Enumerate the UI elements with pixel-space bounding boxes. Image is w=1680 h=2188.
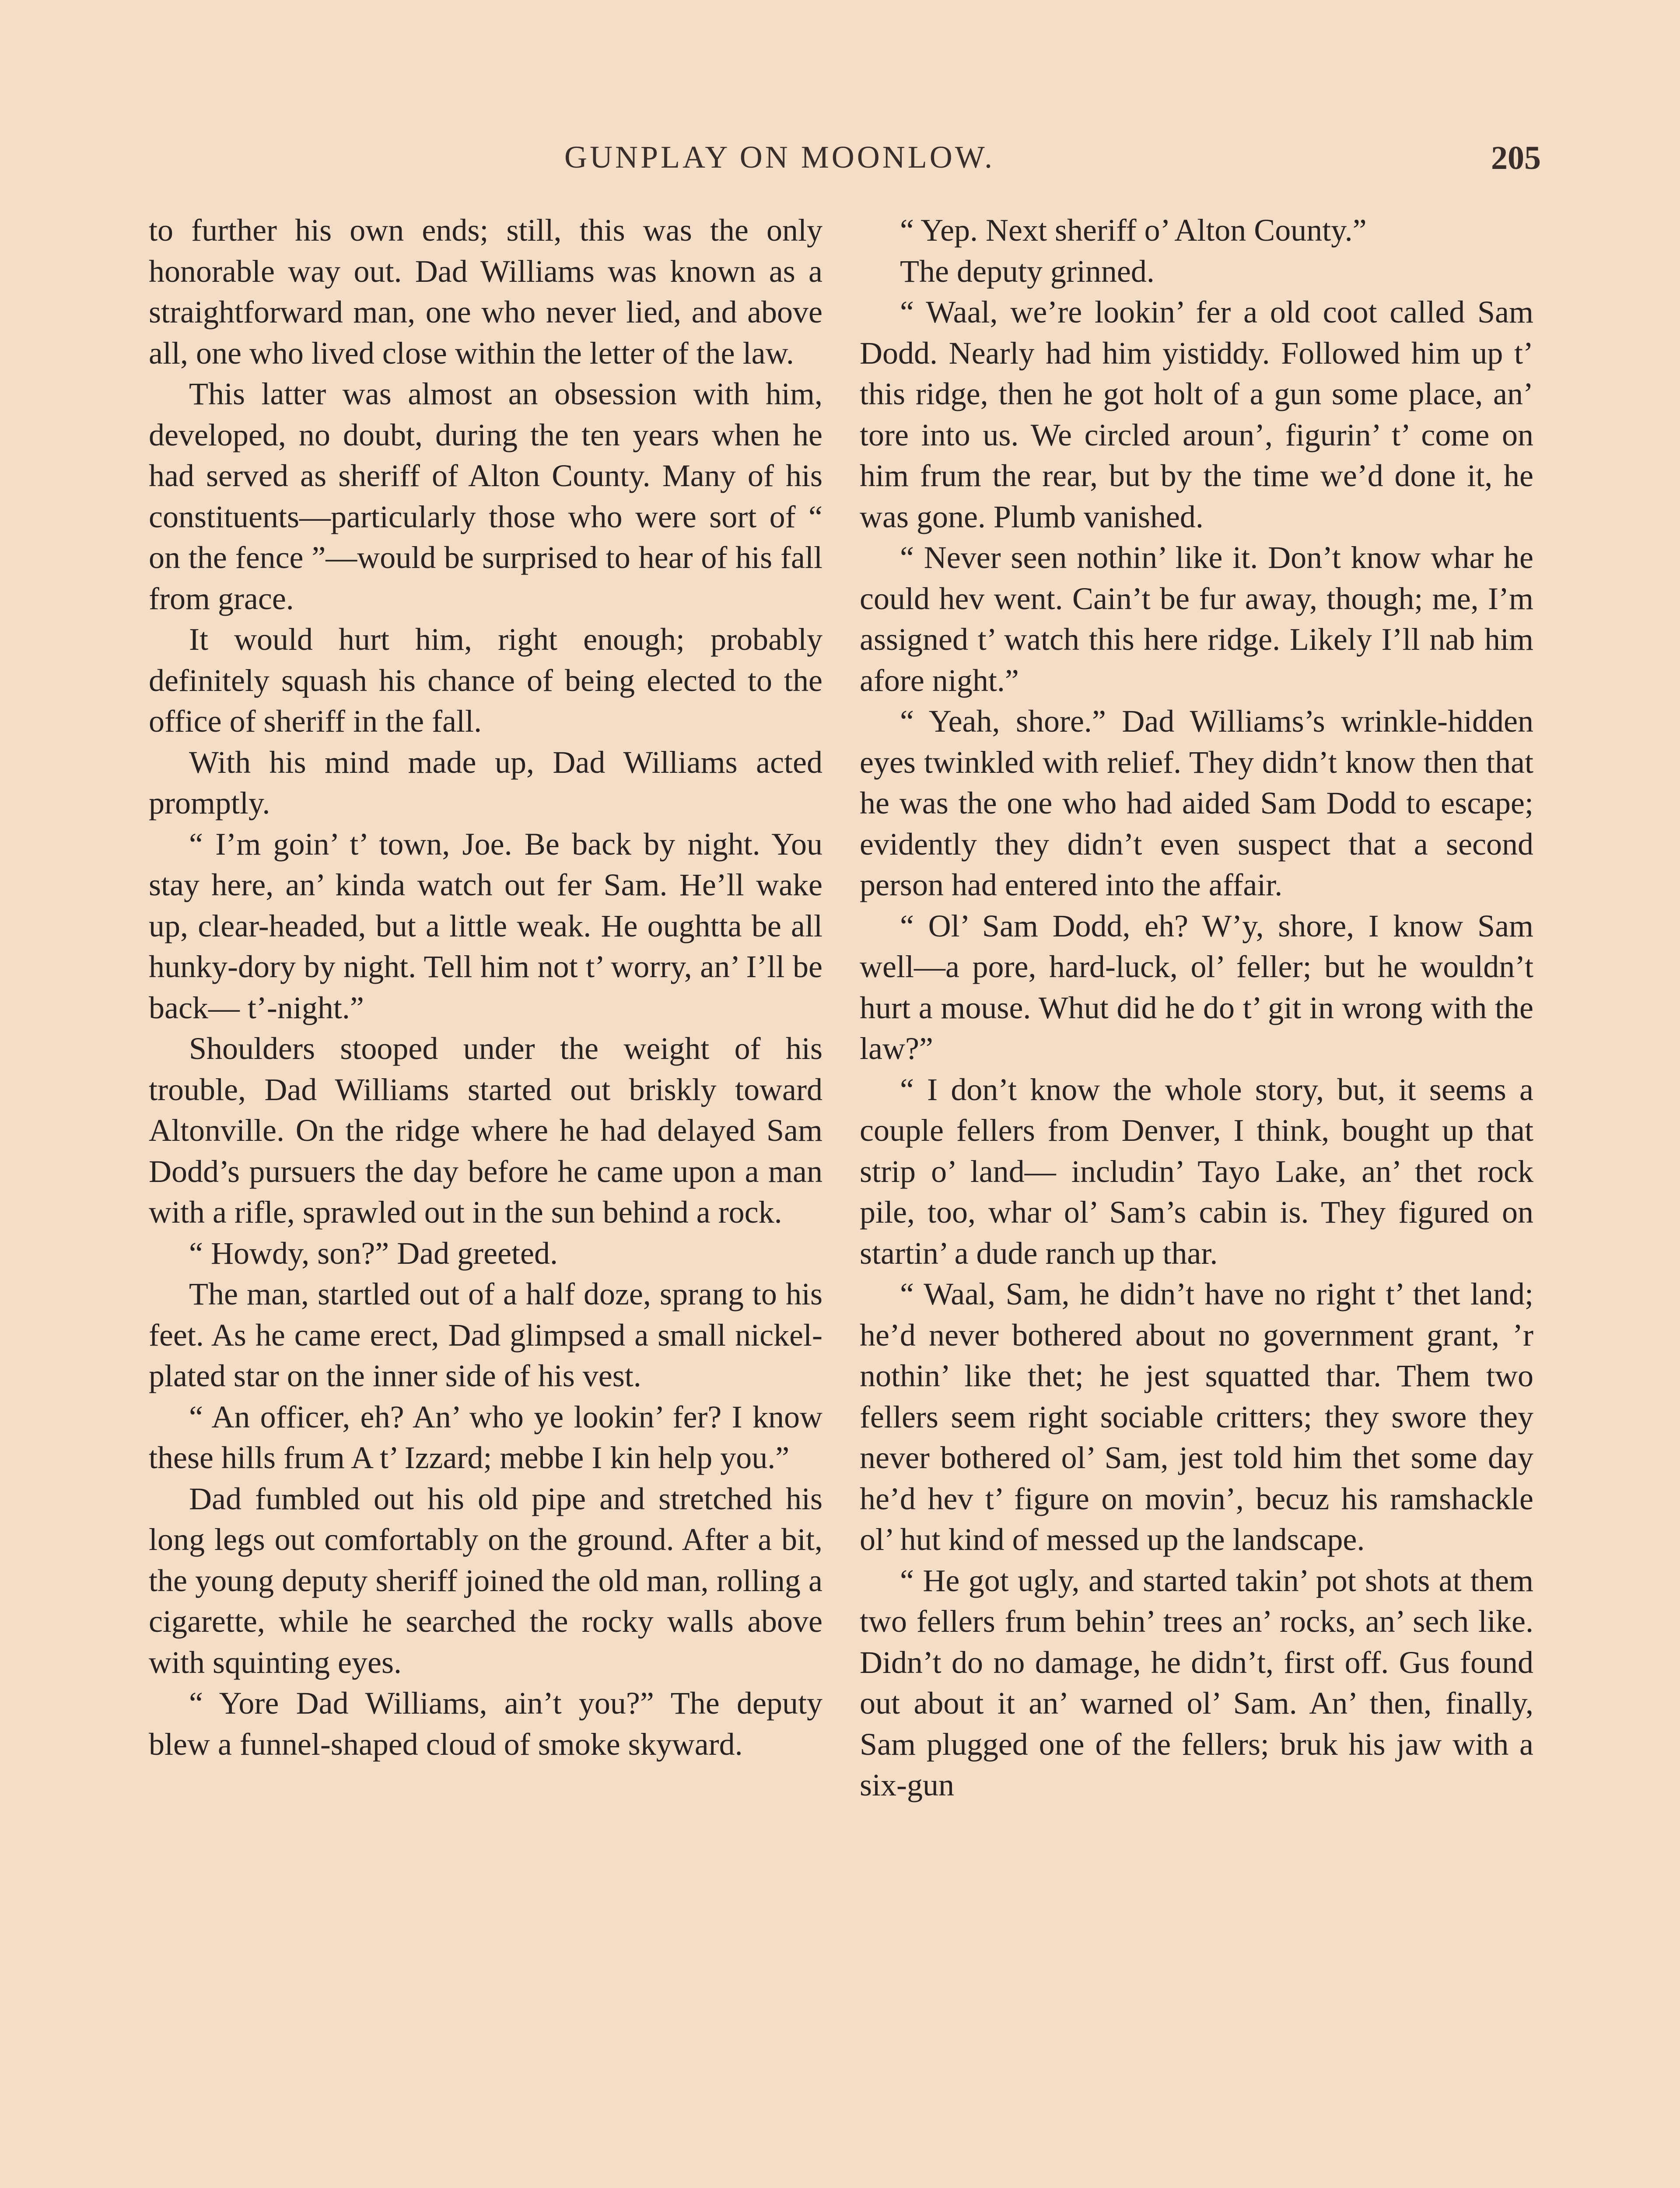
paragraph: “ Yep. Next sheriff o’ Alton County.” (900, 213, 1367, 248)
paragraph: The man, startled out of a half doze, sprang to his feet. As he came erect, Dad glimpsed a small nickel-plated star on the inner side of his vest. (149, 1276, 822, 1393)
page-header (0, 139, 1680, 179)
paragraph: Dad fumbled out his old pipe and stretched his long legs out comfortably on the ground. After a bit, the young deputy sheriff joined the old man, rolling a cigarette, while he searched the rocky walls above with squinting eyes. (149, 1481, 822, 1680)
paragraph: It would hurt him, right enough; probably definitely squash his chance of being elected to the office of sheriff in the fall. (149, 622, 822, 739)
running-title: GUNPLAY ON MOONLOW. (564, 140, 995, 175)
paragraph: “ An officer, eh? An’ who ye lookin’ fer? I know these hills frum A t’ Izzard; mebbe I kin help you.” (149, 1399, 822, 1475)
right-text-column (860, 210, 1533, 1806)
paragraph: “ I’m goin’ t’ town, Joe. Be back by night. You stay here, an’ kinda watch out fer Sam. He’ll wake up, clear-headed, but a little weak. He oughtta be all hunky-dory by night. Tell him not t’ worry, an’ I’ll be back— t’-night.” (149, 826, 822, 1025)
paragraph: This latter was almost an obsession with him, developed, no doubt, during the ten years when he had served as sheriff of Alton County. Many of his constituents—particularly those who were sort of “ on the fence ”—would be surprised to hear of his fall from grace. (149, 376, 822, 616)
paragraph: “ Yore Dad Williams, ain’t you?” The deputy blew a funnel-shaped cloud of smoke skyward. (149, 1686, 822, 1762)
paragraph: to further his own ends; still, this was the only honorable way out. Dad Williams was known as a straightforward man, one who never lied, and above all, one who lived close within the letter of the law. (149, 213, 822, 371)
paragraph: “ Howdy, son?” Dad greeted. (189, 1235, 558, 1271)
paragraph: “ Waal, we’re lookin’ fer a old coot called Sam Dodd. Nearly had him yistiddy. Followed him up t’ this ridge, then he got holt of a gun some place, an’ tore into us. We circled aroun’, figurin’ t’ come on him frum the rear, but by the time we’d done it, he was gone. Plumb vanished. (860, 295, 1533, 534)
paragraph: “ He got ugly, and started takin’ pot shots at them two fellers frum behin’ trees an’ rocks, an’ sech like. Didn’t do no damage, he didn’t, first off. Gus found out about it an’ warned ol’ Sam. An’ then, finally, Sam plugged one of the fellers; bruk his jaw with a six-gun (860, 1563, 1533, 1802)
paragraph: Shoulders stooped under the weight of his trouble, Dad Williams started out briskly toward Altonville. On the ridge where he had delayed Sam Dodd’s pursuers the day before he came upon a man with a rifle, sprawled out in the sun behind a rock. (149, 1031, 822, 1230)
left-text-column (149, 210, 822, 1765)
paragraph: “ Waal, Sam, he didn’t have no right t’ thet land; he’d never bothered about no government grant, ’r nothin’ like thet; he jest squatted thar. Them two fellers seem right sociable critters; they swore they never bothered ol’ Sam, jest told him thet some day he’d hev t’ figure on movin’, becuz his ramshackle ol’ hut kind of messed up the landscape. (860, 1276, 1533, 1557)
paragraph: “ Ol’ Sam Dodd, eh? W’y, shore, I know Sam well—a pore, hard-luck, ol’ feller; but he wouldn’t hurt a mouse. Whut did he do t’ git in wrong with the law?” (860, 908, 1533, 1066)
paragraph: “ Yeah, shore.” Dad Williams’s wrinkle-hidden eyes twinkled with relief. They didn’t know then that he was the one who had aided Sam Dodd to escape; evidently they didn’t even suspect that a second person had entered into the affair. (860, 704, 1533, 902)
paragraph: The deputy grinned. (900, 253, 1155, 289)
paragraph: “ I don’t know the whole story, but, it seems a couple fellers from Denver, I think, bought up that strip o’ land— includin’ Tayo Lake, an’ thet rock pile, too, whar ol’ Sam’s cabin is. They figured on startin’ a dude ranch up thar. (860, 1072, 1533, 1271)
paragraph: With his mind made up, Dad Williams acted promptly. (149, 744, 822, 820)
paragraph: “ Never seen nothin’ like it. Don’t know whar he could hev went. Cain’t be fur away, though; me, I’m assigned t’ watch this here ridge. Likely I’ll nab him afore night.” (860, 540, 1533, 698)
page-number: 205 (1491, 140, 1541, 176)
